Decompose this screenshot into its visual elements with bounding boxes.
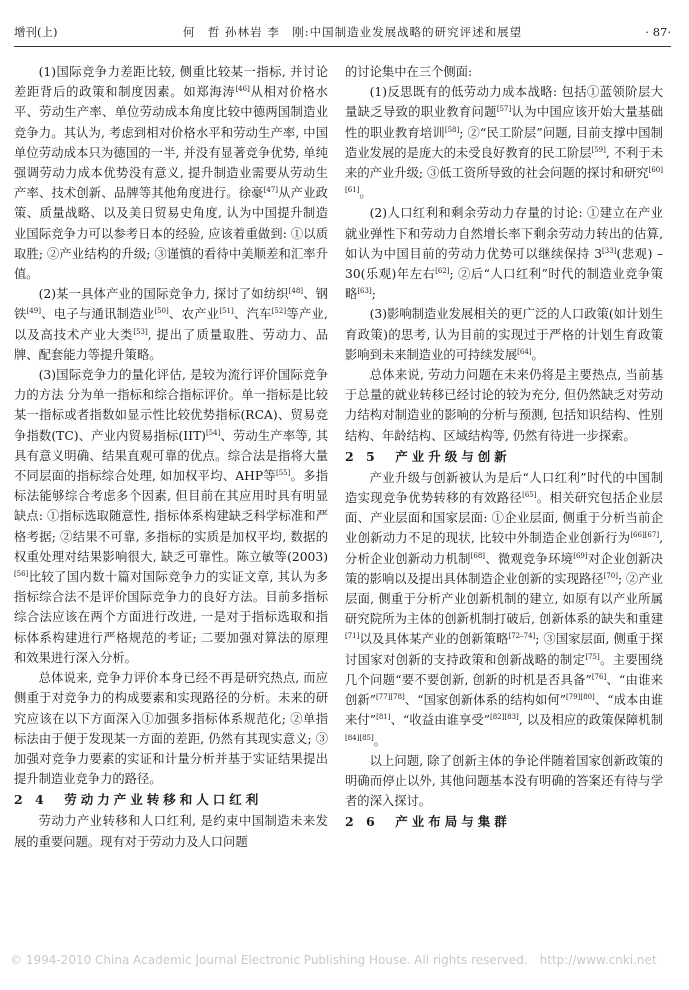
text-run: 、“国家创新体系的结构如何”: [404, 693, 567, 708]
text-run: 。相关研究包括企业层面、产业层面和国家层面: ①企业层面, 侧重于分析当前企业创新动力不足的现状, 比较中外制造企业创新行为: [345, 491, 663, 546]
text-run: 、汽车: [233, 307, 272, 322]
journal-issue: 增刊(上): [14, 25, 58, 39]
paragraph: [345, 82, 663, 203]
citation-ref: [48]: [288, 287, 304, 296]
text-run: 总体说来, 竞争力评价本身已经不再是研究热点, 而应侧重于对竞争力的构成要素和实现路径的分析。未来的研究应该在以下方面深入①加强多指标体系规范化; ②单指标法由于便于发现某一方面的差距, 仍然有其现实意义; ③加强对竞争力要素的实证和计量分析并基于实证结果提出提升制造业竞争力的路径。: [14, 671, 328, 787]
paragraph: [345, 203, 663, 304]
section-heading: 2 6 产业布局与集群: [345, 814, 511, 830]
paragraph: [14, 811, 328, 851]
citation-ref: [50]: [154, 307, 169, 316]
citation-ref: [60][61]: [345, 165, 663, 195]
text-run: (悲观) – 30(乐观)年左右: [345, 246, 664, 282]
citation-ref: [63]: [357, 287, 372, 296]
text-run: , 分析企业创新动力机制: [345, 531, 663, 566]
citation-ref: [55]: [275, 468, 291, 477]
text-run: 、微观竞争环境: [485, 551, 574, 566]
paragraph: [14, 365, 328, 668]
paragraph: [345, 304, 663, 365]
paragraph: [345, 365, 663, 446]
text-run: ; ②后“人口红利”时代的制造业竞争策略: [345, 267, 663, 302]
text-run: 。: [359, 186, 372, 201]
citation-ref: [64]: [517, 347, 532, 356]
header-rule: [14, 46, 671, 47]
text-run: (1)反思既有的低劳动力成本战略: 包括①蓝领阶层大量缺乏导致的职业教育问题: [345, 85, 663, 120]
citation-ref: [82][83]: [490, 713, 519, 722]
running-title: 何 哲 孙林岩 李 刚:中国制造业发展战略的研究评述和展望: [182, 25, 523, 39]
text-run: 、农产业: [168, 307, 220, 322]
text-run: ; ③国家层面, 侧重于探讨国家对创新的支持政策和创新战略的制定: [345, 632, 663, 667]
citation-ref: [49]: [26, 307, 41, 316]
citation-ref: [47]: [263, 186, 279, 195]
paragraph: [14, 668, 328, 789]
text-run: (2)某一具体产业的国际竞争力, 探讨了如纺织: [38, 287, 289, 302]
text-run: 总体来说, 劳动力问题在未来仍将是主要热点, 当前基于总量的就业转移已经讨论的较为充分, 但仍然缺乏对劳动力结构对制造业的影响的分析与预测, 包括知识结构、性别结构、年龄结构、区域结构等, 仍然有待进一步探索。: [345, 368, 663, 443]
text-run: , 提出了质量取胜、劳动力、品牌、配套能力等提升策略。: [14, 327, 328, 362]
text-run: (3)影响制造业发展相关的更广泛的人口政策(如计划生育政策)的思考, 认为目前的实现过于严格的计划生育政策影响到未来制造业的可持续发展: [345, 307, 663, 362]
text-run: 。: [373, 733, 387, 748]
text-run: 、“由谁来创新”: [345, 672, 663, 708]
text-run: 认为中国应该开始大量基础性的职业教育培训: [345, 105, 663, 140]
section-heading: 2 4 劳动力产业转移和人口红利: [14, 792, 263, 808]
citation-ref: [59]: [591, 145, 606, 154]
text-run: 对企业创新决策的影响以及提出具体制造企业创新的实现路径: [345, 551, 663, 586]
running-header: [14, 20, 671, 44]
paragraph: [345, 751, 663, 812]
citation-ref: [56]: [14, 569, 29, 578]
citation-ref: [76]: [591, 672, 607, 681]
citation-ref: [66][67]: [630, 531, 660, 540]
text-run: 从产业政策、质量战略、以及美日贸易史角度, 认为中国提升制造业国际竞争力可以参考日本的经验, 应该着重做到: ①以质取胜; ②产业结构的升级; ③谨慎的看待中美顺差和汇率升值。: [14, 186, 328, 282]
citation-ref: [46]: [235, 85, 250, 94]
paragraph: [345, 468, 663, 751]
left-column: [14, 62, 328, 852]
text-run: , 不利于未来的产业升级; ③低工资所导致的社会问题的探讨和研究: [345, 145, 663, 181]
text-run: ; ②产业层面, 侧重于分析产业创新机制的建立, 如原有以产业所属研究院所为主体的创新机制打破后, 创新体系的缺失和重建: [345, 571, 663, 627]
citation-ref: [75]: [585, 652, 600, 661]
citation-ref: [71]: [345, 632, 360, 641]
right-column: [345, 62, 663, 833]
citation-ref: [77][78]: [376, 693, 405, 701]
citation-ref: [53]: [133, 327, 148, 336]
citation-ref: [62]: [435, 266, 450, 275]
page-number: · 87·: [645, 25, 671, 39]
text-run: 的讨论集中在三个侧面:: [345, 65, 473, 79]
text-run: ;: [371, 287, 376, 302]
text-run: 、“收益由谁享受”: [390, 713, 491, 728]
citation-ref: [79][80]: [566, 693, 595, 701]
text-run: 比较了国内数十篇对国际竞争力的实证文章, 其认为多指标综合法不是评价国际竞争力的良好方法。目前多指标综合法应该在两个方面进行改进, 一是对于指标选取和指标体系构建进行严格规范的考证; 二要加强对算法的原理和效果进行深入分析。: [14, 570, 328, 665]
copyright-footer: © 1994-2010 China Academic Journal Electronic Publishing House. All rights reserved. http://www.cnki.net: [10, 953, 657, 967]
text-run: 从相对价格水平、劳动生产率、单位劳动成本角度比较中德两国制造业竞争力。其认为, 考虑到相对价格水平和劳动生产率, 中国单位劳动成本只为德国的一半, 并没有显著竞争优势, 单纯强调劳动力成本优势没有意义, 提升制造业需要从劳动生产率、技术创新、品牌等其他角度进行。徐豪: [14, 85, 328, 201]
text-run: 劳动力产业转移和人口红利, 是约束中国制造未来发展的重要问题。现有对于劳动力及人口问题: [14, 814, 328, 849]
text-run: , 以及相应的政策保障机制: [518, 713, 663, 728]
citation-ref: [51]: [219, 307, 234, 316]
text-run: 、“成本由谁来付”: [345, 693, 663, 728]
text-run: 以及具体某产业的创新策略: [359, 632, 509, 647]
text-run: 、电子与通讯制造业: [40, 307, 155, 322]
paragraph: [14, 62, 328, 284]
citation-ref: [81]: [376, 713, 391, 722]
citation-ref: [58]: [444, 125, 460, 134]
text-run: 产业升级与创新被认为是后“人口红利”时代的中国制造实现竞争优势转移的有效路径: [345, 470, 663, 506]
citation-ref: [72–74]: [508, 632, 536, 641]
text-run: 、钢铁: [14, 287, 328, 322]
section-heading: 2 5 产业升级与创新: [345, 448, 511, 464]
text-run: (1)国际竞争力差距比较, 侧重比较某一指标, 并讨论差距背后的政策和制度因素。如郑海涛: [14, 65, 328, 100]
citation-ref: [33]: [602, 246, 617, 255]
text-run: (3)国际竞争力的量化评估, 是较为流行评价国际竞争力的方法 分为单一指标和综合指标评价。单一指标是比较某一指标或者指数如显示性比较优势指标(RCA)、贸易竞争指数(TC)、产业内贸易指标(IIT): [14, 368, 328, 443]
citation-ref: [68]: [470, 551, 486, 560]
text-run: 。主要围绕几个问题“要不要创新, 创新的时机是否具备”: [345, 652, 663, 687]
text-run: 。: [531, 347, 544, 362]
citation-ref: [65]: [522, 490, 537, 499]
paragraph: [345, 62, 663, 82]
text-run: (2)人口红利和剩余劳动力存量的讨论: ①建立在产业就业弹性下和劳动力自然增长率下剩余劳动力转出的估算, 如认为中国目前的劳动力优势可以继续保持 3: [345, 206, 663, 261]
text-run: 等产业, 以及高技术产业大类: [14, 307, 328, 342]
citation-ref: [52]: [271, 307, 287, 316]
paragraph: [14, 284, 328, 365]
text-run: 。多指标法能够综合考虑多个因素, 但目前在其应用时具有明显缺点: ①指标选取随意性, 指标体系构建缺乏科学标准和严格考据; ②结果不可靠, 多指标的实质是加权平均, 数据的权重处理对结果影响很大, 缺乏可靠性。陈立敏等(2003): [14, 469, 328, 564]
citation-ref: [57]: [496, 105, 512, 114]
citation-ref: [70]: [603, 571, 618, 580]
citation-ref: [69]: [573, 551, 588, 560]
text-run: ; ②“民工阶层”问题, 目前支撑中国制造业发展的是庞大的未受良好教育的民工阶层: [345, 125, 663, 160]
text-run: 、劳动生产率等, 其具有意义明确、结果直观可靠的优点。综合法是指将大量不同层面的指标综合处理, 如加权平均、AHP等: [14, 428, 328, 484]
text-run: 以上问题, 除了创新主体的争论伴随着国家创新政策的明确而停止以外, 其他问题基本没有明确的答案还有待与学者的深入探讨。: [345, 753, 663, 809]
citation-ref: [54]: [205, 428, 221, 437]
citation-ref: [84][85]: [345, 733, 374, 742]
